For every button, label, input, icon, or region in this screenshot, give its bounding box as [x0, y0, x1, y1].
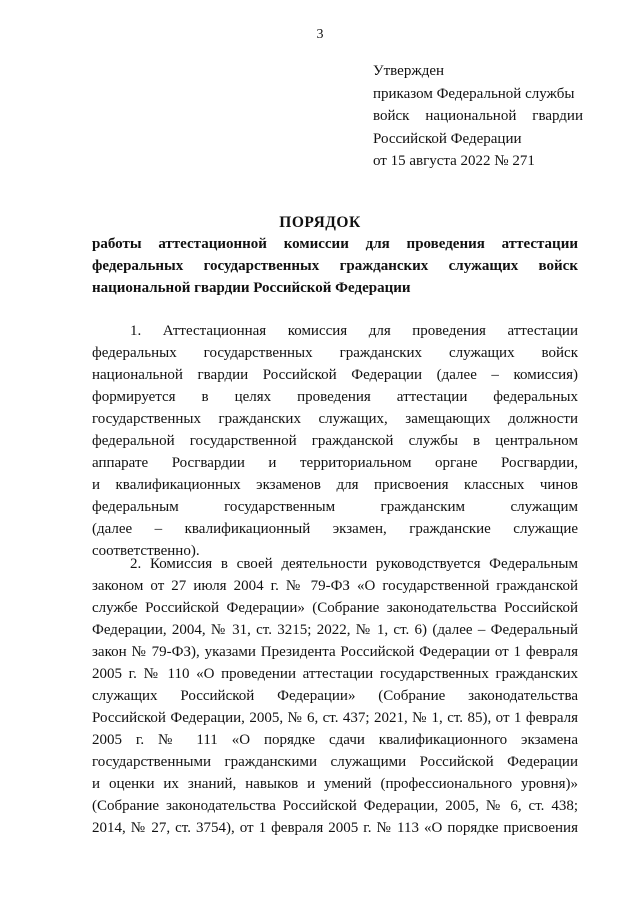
paragraph-line: аппарате Росгвардии и территориальном органе Росгвардии, — [92, 455, 578, 471]
approval-line: Утвержден — [373, 63, 445, 79]
paragraph-line: национальной гвардии Российской Федерации (далее – комиссия) — [92, 367, 578, 383]
paragraph-line: соответственно). — [92, 543, 200, 559]
subtitle-line: работы аттестационной комиссии для проведения аттестации — [92, 236, 578, 252]
paragraph-line: службе Российской Федерации» (Собрание законодательства Российской — [92, 600, 578, 616]
paragraph-line: 1. Аттестационная комиссия для проведения аттестации — [130, 323, 578, 339]
paragraph-line: федеральным государственным гражданским служащим — [92, 499, 578, 515]
paragraph-line: (далее – квалификационный экзамен, гражданские служащие — [92, 521, 578, 537]
paragraph-line: и оценки их знаний, навыков и умений (профессионального уровня)» — [92, 776, 578, 792]
approval-line: Российской Федерации — [373, 130, 522, 147]
approval-line: приказом Федеральной службы — [373, 85, 575, 102]
paragraph-line: и квалификационных экзаменов для присвоения классных чинов — [92, 477, 578, 493]
subtitle-line: национальной гвардии Российской Федерации — [92, 280, 411, 296]
paragraph-line: Федерации, 2004, № 31, ст. 3215; 2022, № 1, ст. 6) (далее – Федеральный — [92, 622, 578, 638]
document-subtitle — [92, 233, 578, 299]
approval-block — [373, 60, 583, 173]
paragraph-2 — [92, 553, 578, 839]
paragraph-line: формируется в целях проведения аттестации федеральных — [92, 389, 578, 405]
approval-line: от 15 августа 2022 № 271 — [373, 153, 535, 169]
paragraph-line: федеральной государственной гражданской службы в центральном — [92, 433, 578, 449]
page-number: 3 — [316, 27, 324, 42]
approval-line: войск национальной гвардии — [373, 108, 583, 124]
subtitle-line: федеральных государственных гражданских служащих войск — [92, 258, 578, 274]
paragraph-1 — [92, 320, 578, 562]
paragraph-line: служащих Российской Федерации» (Собрание законодательства — [92, 688, 578, 704]
paragraph-line: 2014, № 27, ст. 3754), от 1 февраля 2005 г. № 113 «О порядке присвоения — [92, 820, 578, 836]
paragraph-line: 2005 г. № 111 «О порядке сдачи квалификационного экзамена — [92, 732, 578, 748]
document-title: ПОРЯДОК — [279, 214, 361, 231]
paragraph-line: Российской Федерации, 2005, № 6, ст. 437; 2021, № 1, ст. 85), от 1 февраля — [92, 710, 578, 726]
paragraph-line: государственными гражданскими служащими Российской Федерации — [92, 754, 578, 770]
paragraph-line: государственных гражданских служащих, замещающих должности — [92, 411, 578, 427]
paragraph-line: 2005 г. № 110 «О проведении аттестации государственных гражданских — [92, 666, 578, 682]
paragraph-line: 2. Комиссия в своей деятельности руководствуется Федеральным — [130, 556, 578, 572]
paragraph-line: федеральных государственных гражданских служащих войск — [92, 345, 578, 361]
paragraph-line: (Собрание законодательства Российской Федерации, 2005, № 6, ст. 438; — [92, 798, 578, 814]
paragraph-line: законом от 27 июля 2004 г. № 79-ФЗ «О государственной гражданской — [92, 578, 578, 594]
paragraph-line: закон № 79-ФЗ), указами Президента Российской Федерации от 1 февраля — [92, 644, 578, 660]
